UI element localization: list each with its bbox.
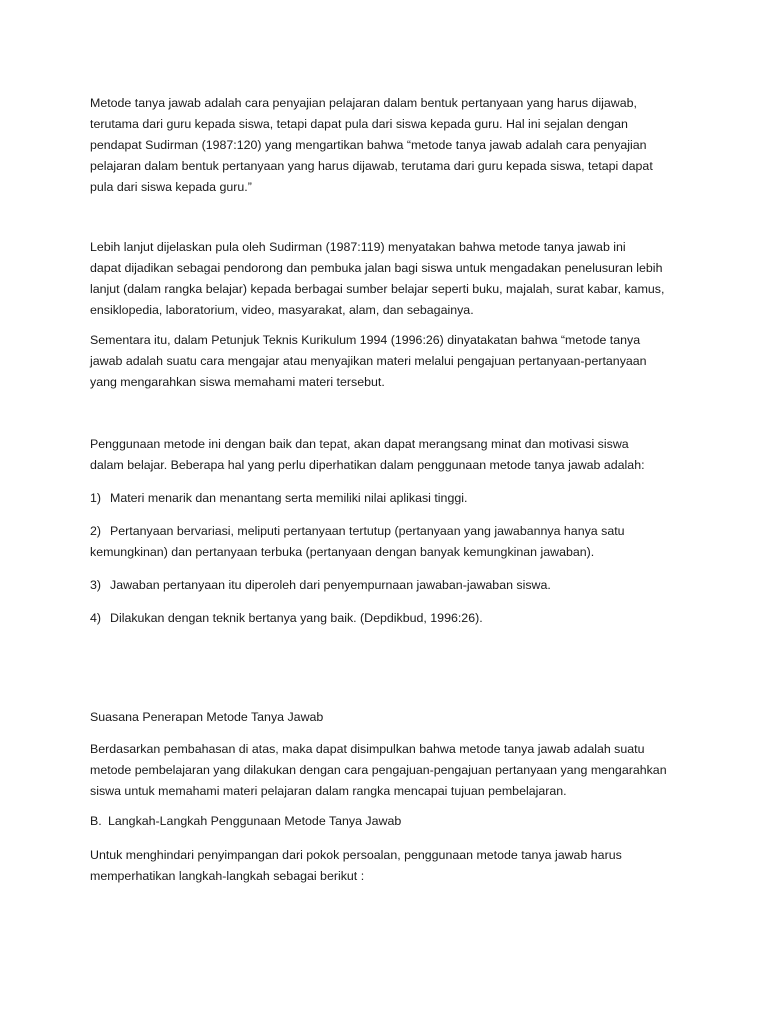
list-number: 4)	[90, 611, 102, 625]
text-line: Sementara itu, dalam Petunjuk Teknis Kurikulum 1994 (1996:26) dinyatakatan bahwa “metode tanya	[90, 333, 641, 347]
text-line: pula dari siswa kepada guru.”	[90, 180, 252, 194]
text-line: Untuk menghindari penyimpangan dari pokok persoalan, penggunaan metode tanya jawab harus	[90, 848, 622, 862]
text-line: Penggunaan metode ini dengan baik dan tepat, akan dapat merangsang minat dan motivasi siswa	[90, 437, 629, 451]
list-item	[90, 575, 690, 596]
text-line: dalam belajar. Beberapa hal yang perlu diperhatikan dalam penggunaan metode tanya jawab adalah:	[90, 458, 645, 472]
text-line: ensiklopedia, laboratorium, video, masyarakat, alam, dan sebagainya.	[90, 303, 474, 317]
text-line: pendapat Sudirman (1987:120) yang mengartikan bahwa “metode tanya jawab adalah cara penyajian	[90, 138, 647, 152]
list-item-text: Jawaban pertanyaan itu diperoleh dari penyempurnaan jawaban-jawaban siswa.	[110, 578, 551, 592]
text-line: yang mengarahkan siswa memahami materi tersebut.	[90, 375, 385, 389]
list-item-text: kemungkinan) dan pertanyaan terbuka (pertanyaan dengan banyak kemungkinan jawaban).	[90, 545, 595, 559]
section-heading-text: Langkah-Langkah Penggunaan Metode Tanya Jawab	[108, 814, 402, 828]
text-line: metode pembelajaran yang dilakukan dengan cara pengajuan-pengajuan pertanyaan yang mengarahkan	[90, 763, 667, 777]
list-number: 1)	[90, 491, 102, 505]
text-line: memperhatikan langkah-langkah sebagai berikut :	[90, 869, 365, 883]
paragraph-definition	[90, 93, 690, 198]
list-item-text: Materi menarik dan menantang serta memiliki nilai aplikasi tinggi.	[110, 491, 468, 505]
paragraph-sudirman	[90, 237, 690, 321]
list-number: 3)	[90, 578, 102, 592]
section-letter: B.	[90, 814, 102, 828]
text-line: Lebih lanjut dijelaskan pula oleh Sudirman (1987:119) menyatakan bahwa metode tanya jawab ini	[90, 240, 626, 254]
paragraph-langkah	[90, 845, 690, 887]
list-item	[90, 608, 690, 629]
list-number: 2)	[90, 524, 102, 538]
paragraph-kesimpulan	[90, 739, 690, 802]
paragraph-penggunaan	[90, 434, 690, 476]
list-item	[90, 488, 690, 509]
paragraph-petunjuk-teknis	[90, 330, 690, 393]
text-line: pelajaran dalam bentuk pertanyaan yang harus dijawab, terutama dari guru kepada siswa, tetapi dapat	[90, 159, 653, 173]
text-line: terutama dari guru kepada siswa, tetapi dapat pula dari siswa kepada guru. Hal ini sejalan dengan	[90, 117, 628, 131]
list-item-text: Pertanyaan bervariasi, meliputi pertanyaan tertutup (pertanyaan yang jawabannya hanya satu	[110, 524, 625, 538]
text-line: dapat dijadikan sebagai pendorong dan pembuka jalan bagi siswa untuk mengadakan penelusuran lebih	[90, 261, 663, 275]
list-item	[90, 521, 690, 563]
text-line: Metode tanya jawab adalah cara penyajian pelajaran dalam bentuk pertanyaan yang harus dijawab,	[90, 96, 637, 110]
section-heading: Suasana Penerapan Metode Tanya Jawab	[90, 710, 324, 724]
text-line: Berdasarkan pembahasan di atas, maka dapat disimpulkan bahwa metode tanya jawab adalah suatu	[90, 742, 645, 756]
text-line: jawab adalah suatu cara mengajar atau menyajikan materi melalui pengajuan pertanyaan-pertanyaan	[90, 354, 647, 368]
list-item-text: Dilakukan dengan teknik bertanya yang baik. (Depdikbud, 1996:26).	[110, 611, 483, 625]
text-line: lanjut (dalam rangka belajar) kepada berbagai sumber belajar seperti buku, majalah, surat kabar, kamus,	[90, 282, 665, 296]
text-line: siswa untuk memahami materi pelajaran dalam rangka mencapai tujuan pembelajaran.	[90, 784, 567, 798]
section-heading-b	[90, 811, 401, 832]
